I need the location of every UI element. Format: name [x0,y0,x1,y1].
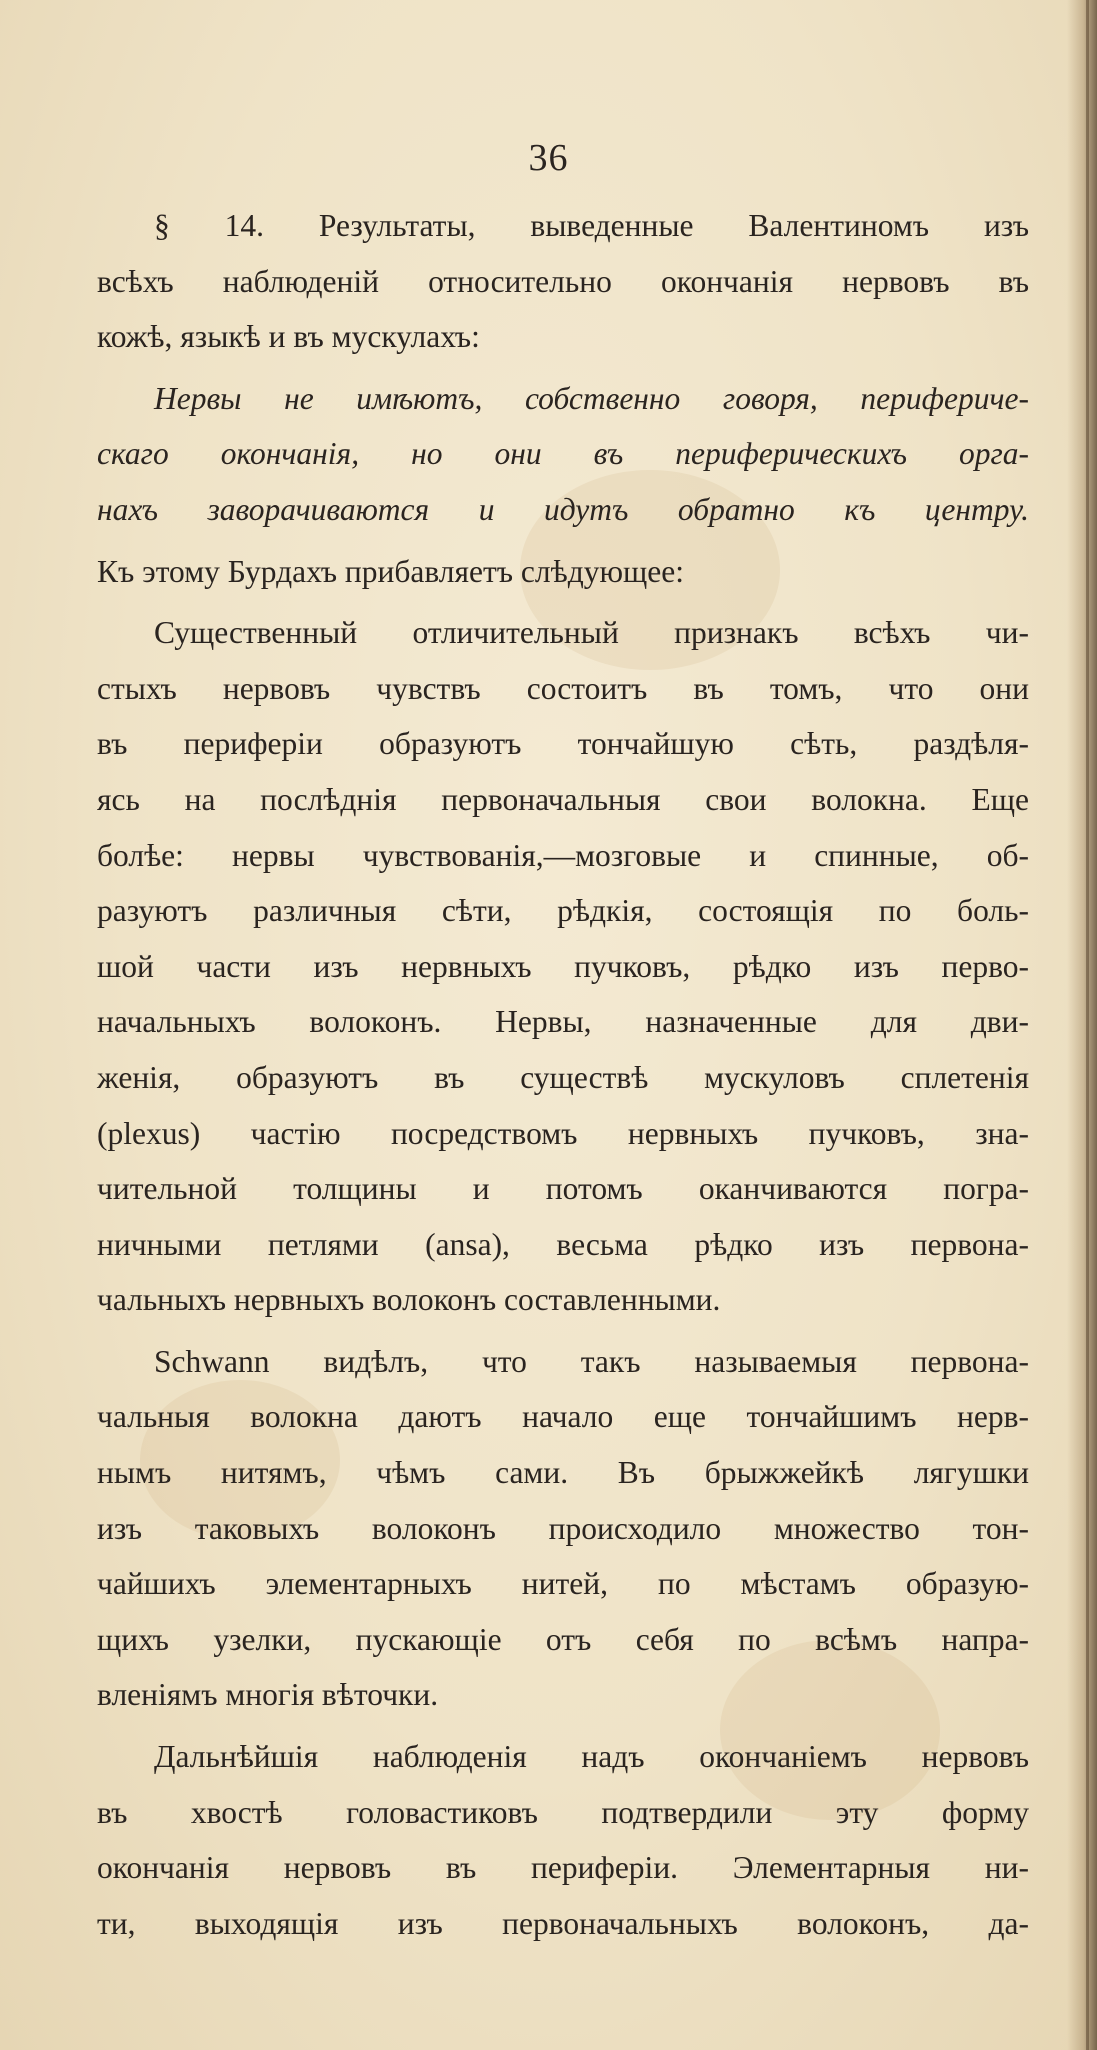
paragraph [97,198,1029,365]
text-line: § 14. Результаты, выведенные Валентиномъ изъ [154,208,1029,243]
text-line: щихъ узелки, пускающіе отъ себя по всѣмъ напра- [97,1621,1029,1657]
text-line: въ периферіи образуютъ тончайшую сѣть, раздѣля- [97,726,1029,762]
text-line: изъ таковыхъ волоконъ происходило множество тон- [97,1510,1029,1546]
body-text [97,198,1029,1951]
text-line: шой части изъ нервныхъ пучковъ, рѣдко изъ перво- [97,948,1029,984]
paragraph [97,605,1029,1328]
binding-edge [1086,0,1089,2050]
text-line: ничными петлями (ansa), весьма рѣдко изъ первона- [97,1226,1029,1262]
text-line: Нервы не имѣютъ, собственно говоря, периферичe- [154,380,1029,416]
text-line: Дальнѣйшія наблюденія надъ окончаніемъ нервовъ [154,1739,1029,1775]
page-edge-shadow [1067,0,1097,2050]
paragraph [97,1334,1029,1723]
text-line: чальныя волокна даютъ начало еще тончайшимъ нерв- [97,1399,1029,1435]
text-line: болѣе: нервы чувствованія,—мозговые и спинные, об- [97,837,1029,873]
text-line: въ хвостѣ головастиковъ подтвердили эту форму [97,1794,1029,1830]
text-line: ти, выходящія изъ первоначальныхъ волоконъ, да- [97,1905,1029,1941]
text-line: разуютъ различныя сѣти, рѣдкія, состоящія по боль- [97,893,1029,929]
text-line: чальныхъ нервныхъ волоконъ составленными. [97,1282,721,1318]
text-line: кожѣ, языкѣ и въ мускулахъ: [97,319,480,355]
text-line: стыхъ нервовъ чувствъ состоитъ въ томъ, что они [97,670,1029,706]
text-line: нахъ заворачиваются и идутъ обратно къ центру. [97,491,1029,527]
page-number: 36 [528,137,569,179]
text-line: нымъ нитямъ, чѣмъ сами. Въ брыжжейкѣ лягушки [97,1455,1029,1491]
text-line: чительной толщины и потомъ оканчиваются погра- [97,1171,1029,1207]
text-line: начальныхъ волоконъ. Нервы, назначенные для дви- [97,1004,1029,1040]
text-line: Къ этому Бурдахъ прибавляетъ слѣдующее: [97,553,684,589]
text-line: вленіямъ многія вѣточки. [97,1677,439,1713]
text-line: окончанія нервовъ въ периферіи. Элементарныя ни- [97,1850,1029,1886]
text-line: чайшихъ элементарныхъ нитей, по мѣстамъ образую- [97,1566,1029,1602]
paragraph [97,544,1029,600]
text-line: (plexus) частію посредствомъ нервныхъ пучковъ, зна- [97,1115,1029,1151]
paragraph [97,1729,1029,1951]
text-line: всѣхъ наблюденій относительно окончанія нервовъ въ [97,263,1029,299]
text-line: Schwann видѣлъ, что такъ называемыя первона- [154,1343,1029,1379]
text-line: Существенный отличительный признакъ всѣхъ чи- [154,615,1029,651]
paragraph [97,371,1029,538]
text-line: ясь на послѣднія первоначальныя свои волокна. Еще [97,781,1029,817]
text-line: скаго окончанія, но они въ периферическихъ орга- [97,436,1029,472]
text-line: женія, образуютъ въ существѣ мускуловъ сплетенія [97,1059,1029,1095]
